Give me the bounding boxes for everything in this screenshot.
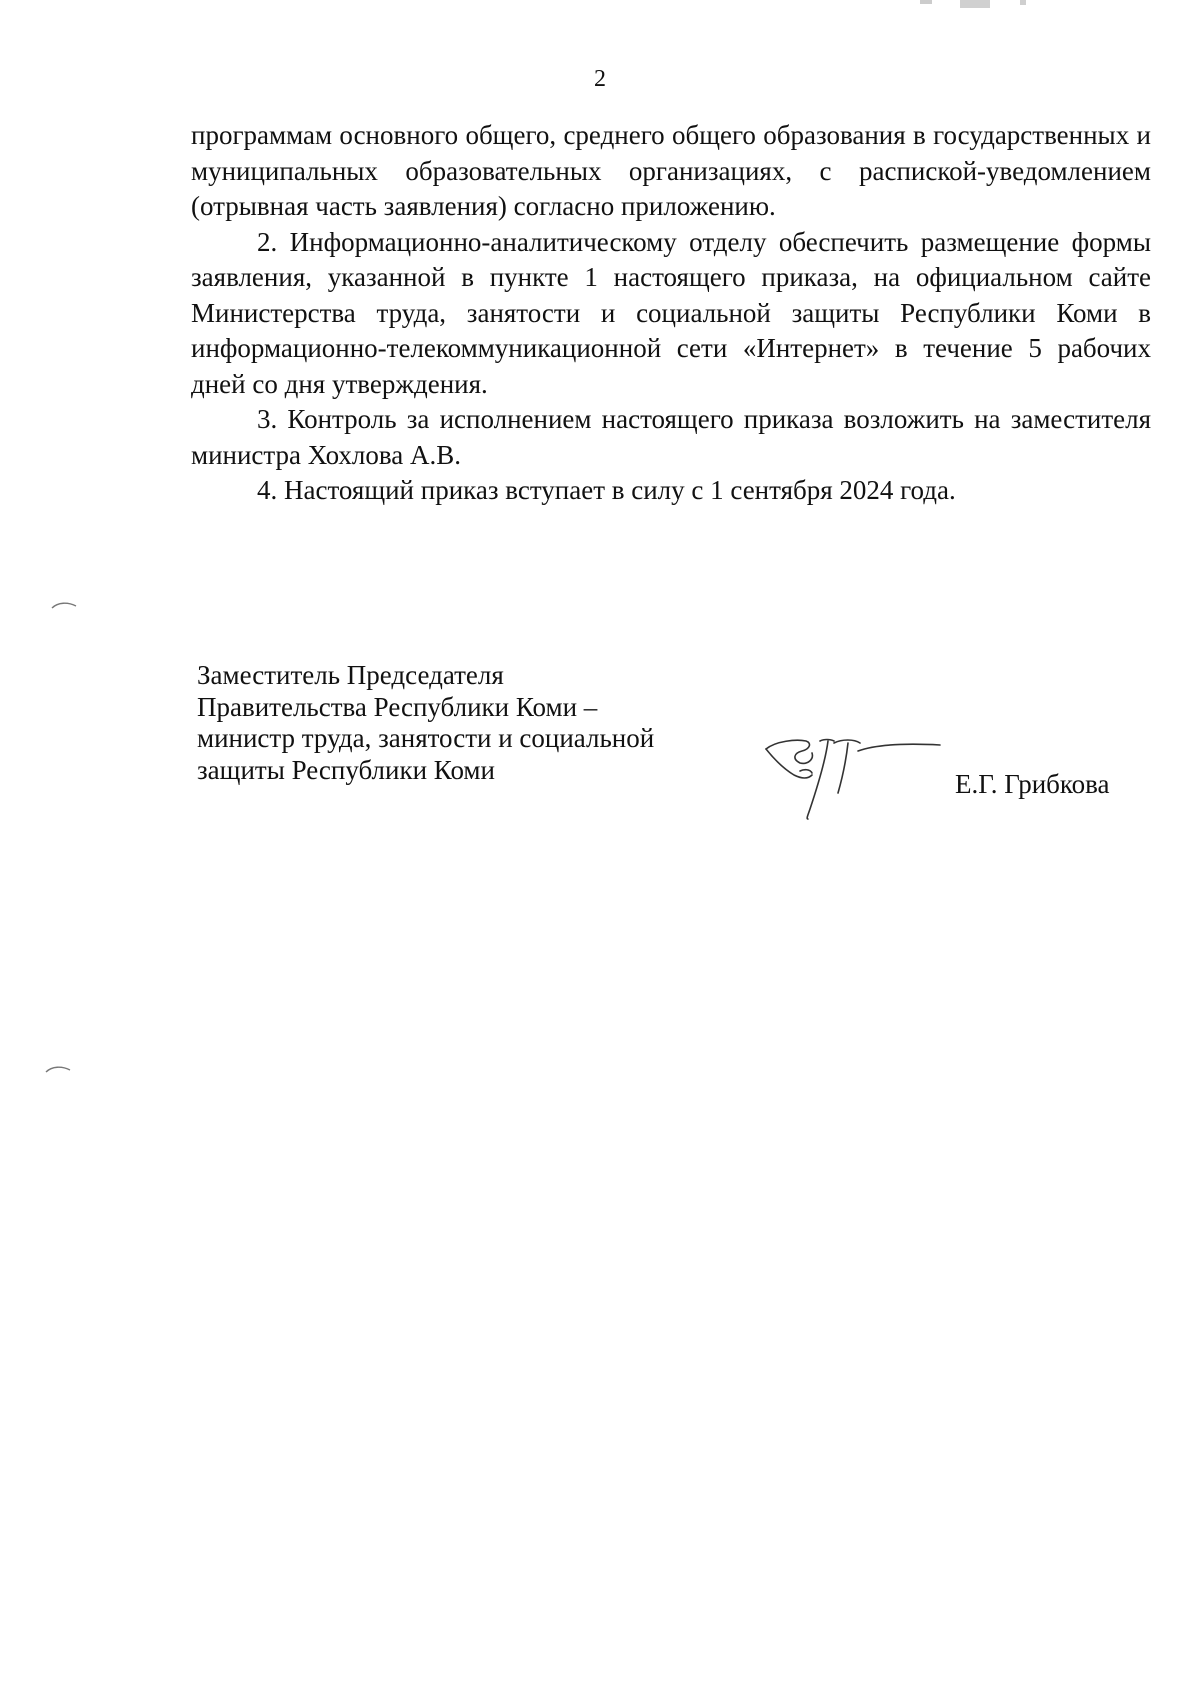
paragraph-item-4: 4. Настоящий приказ вступает в силу с 1 сентября 2024 года.	[257, 475, 956, 505]
signer-name: Е.Г. Грибкова	[955, 769, 1110, 799]
margin-punch-mark	[44, 1064, 72, 1074]
page-number: 2	[594, 66, 606, 92]
margin-punch-mark	[50, 600, 78, 610]
position-line: защиты Республики Коми	[197, 754, 495, 785]
paragraph-item-3: 3. Контроль за исполнением настоящего приказа возложить на заместителя министра Хохлова А.В.	[191, 404, 1151, 470]
paragraph-continuation: программам основного общего, среднего общего образования в государственных и муниципальных образовательных организациях, с распиской-уведомлением (отрывная часть заявления) согласно приложению.	[191, 120, 1151, 221]
document-body	[191, 118, 1151, 509]
position-line: Правительства Республики Коми –	[197, 691, 598, 722]
position-line: министр труда, занятости и социальной	[197, 723, 655, 753]
position-line: Заместитель Председателя	[197, 660, 504, 690]
handwritten-signature	[762, 735, 944, 827]
paragraph-item-2: 2. Информационно-аналитическому отделу обеспечить размещение формы заявления, указанной в пункте 1 настоящего приказа, на официальном сайте Министерства труда, занятости и социальной защиты Республики Коми в информационно-телекоммуникационной сети «Интернет» в течение 5 рабочих дней со дня утверждения.	[191, 226, 1151, 399]
signatory-position	[197, 660, 654, 786]
scan-artifact	[920, 0, 1050, 10]
